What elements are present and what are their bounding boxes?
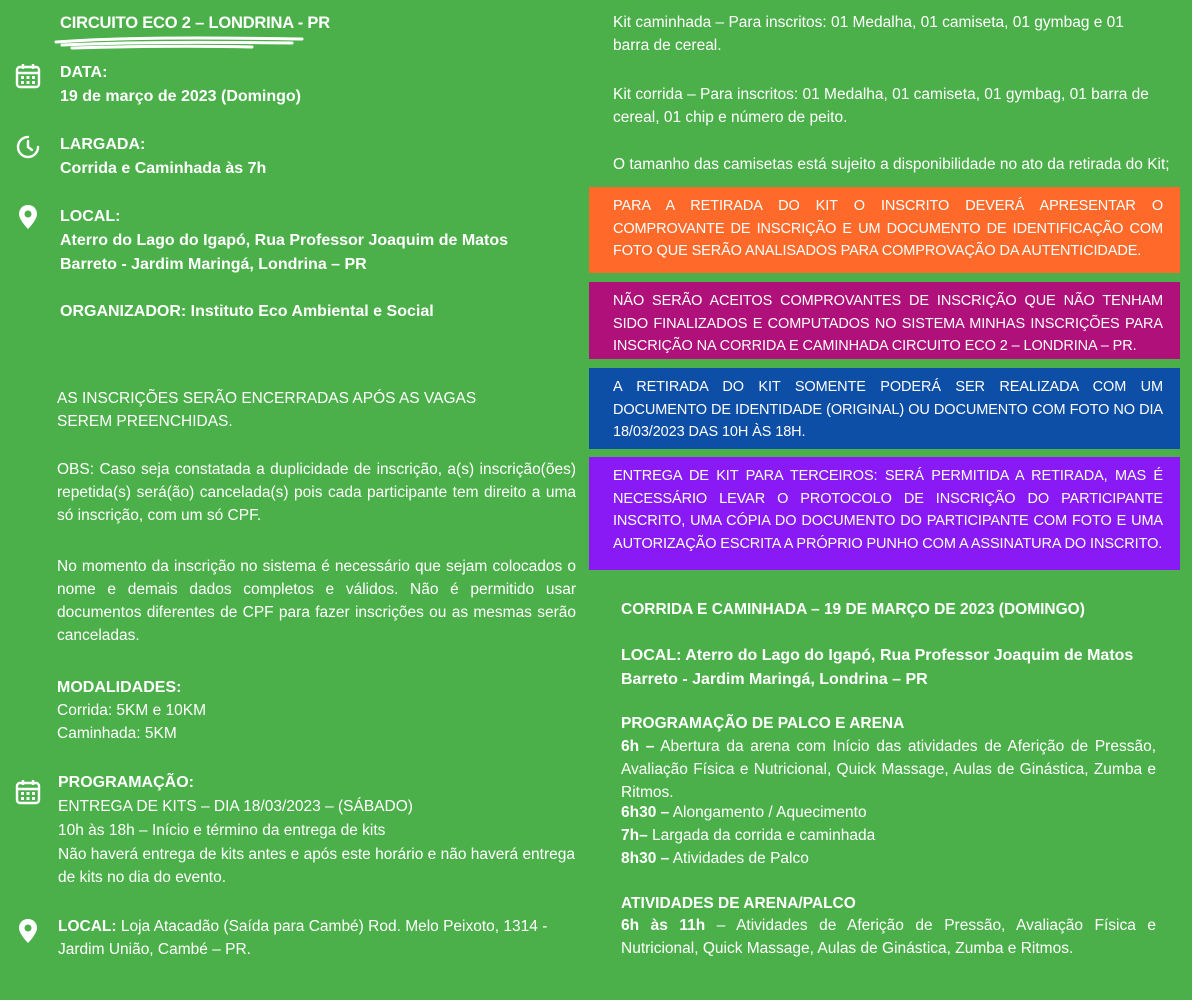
calendar-icon [14,778,42,806]
schedule-text: Atividades de Palco [669,850,809,867]
notice-box-orange: PARA A RETIRADA DO KIT O INSCRITO DEVERÁ APRESENTAR O COMPROVANTE DE INSCRIÇÃO E UM DOCUMENTO DE IDENTIFICAÇÃO COM FOTO QUE SERÃO ANALISADOS PARA COMPROVAÇÃO DA AUTENTICIDADE. [589,187,1180,273]
stage-heading: PROGRAMAÇÃO DE PALCO E ARENA [621,715,905,732]
notice-box-purple: ENTREGA DE KIT PARA TERCEIROS: SERÁ PERMITIDA A RETIRADA, MAS É NECESSÁRIO LEVAR O PROTOCOLO DE INSCRIÇÃO DO PARTICIPANTE INSCRITO, UMA CÓPIA DO DOCUMENTO DO PARTICIPANTE COM FOTO E UMA AUTORIZAÇÃO ESCRITA A PRÓPRIO PUNHO COM A ASSINATURA DO INSCRITO. [589,457,1180,570]
kit-local [58,915,568,961]
schedule-item [621,801,867,824]
notice-box-blue: A RETIRADA DO KIT SOMENTE PODERÁ SER REALIZADA COM UM DOCUMENTO DE IDENTIDADE (ORIGINAL) OU DOCUMENTO COM FOTO NO DIA 18/03/2023 DAS 10H ÀS 18H. [589,368,1180,449]
local-label: LOCAL: [60,208,121,225]
kit-local-value: Loja Atacadão (Saída para Cambé) Rod. Melo Peixoto, 1314 - Jardim União, Cambé – PR. [58,918,548,958]
kit-local-label: LOCAL: [58,918,117,935]
schedule-text: Largada da corrida e caminhada [647,827,876,844]
arena-item [621,914,1156,960]
registration-note: No momento da inscrição no sistema é necessário que sejam colocados o nome e demais dados completos e válidos. Não é permitido usar documentos diferentes de CPF para fazer inscrições ou as mesmas serão canceladas. [57,558,576,644]
obs-note: OBS: Caso seja constatada a duplicidade de inscrição, a(s) inscrição(ões) repetida(s) será(ão) cancelada(s) pois cada participante tem direito a uma só inscrição, com um só CPF. [57,461,576,524]
organizer: ORGANIZADOR: Instituto Eco Ambiental e Social [60,303,434,320]
race-heading: CORRIDA E CAMINHADA – 19 DE MARÇO DE 2023 (DOMINGO) [621,601,1085,618]
modality-walk: Caminhada: 5KM [57,725,177,742]
kit-walk-note: Kit caminhada – Para inscritos: 01 Medalha, 01 camiseta, 01 gymbag e 01 barra de cereal. [613,14,1124,54]
program-line3: Não haverá entrega de kits antes e após este horário e não haverá entrega de kits no dia do evento. [58,846,576,886]
date-value: 19 de março de 2023 (Domingo) [60,88,301,105]
map-pin-icon [14,917,42,945]
date-label: DATA: [60,64,108,81]
arena-time: 6h às 11h [621,917,706,934]
program-line1: ENTREGA DE KITS – DIA 18/03/2023 – (SÁBADO) [58,798,413,815]
arena-heading: ATIVIDADES DE ARENA/PALCO [621,895,856,912]
local-line2: Barreto - Jardim Maringá, Londrina – PR [60,256,367,273]
schedule-item [621,824,875,847]
race-local: LOCAL: Aterro do Lago do Igapó, Rua Professor Joaquim de Matos Barreto - Jardim Maringá, Londrina – PR [621,647,1134,688]
schedule-time: 8h30 – [621,850,670,867]
notice-box-magenta: NÃO SERÃO ACEITOS COMPROVANTES DE INSCRIÇÃO QUE NÃO TENHAM SIDO FINALIZADOS E COMPUTADOS NO SISTEMA MINHAS INSCRIÇÕES PARA INSCRIÇÃO NA CORRIDA E CAMINHADA CIRCUITO ECO 2 – LONDRINA – PR. [589,282,1180,359]
schedule-time: 6h30 – [621,804,670,821]
clock-icon [14,133,42,161]
local-line1: Aterro do Lago do Igapó, Rua Professor Joaquim de Matos [60,232,509,249]
modalities-label: MODALIDADES: [57,679,182,696]
kit-run-note: Kit corrida – Para inscritos: 01 Medalha, 01 camiseta, 01 gymbag, 01 barra de cereal, 01 chip e número de peito. [613,86,1149,126]
event-title: CIRCUITO ECO 2 – LONDRINA - PR [60,14,330,32]
schedule-item [621,847,809,870]
registration-close-note: AS INSCRIÇÕES SERÃO ENCERRADAS APÓS AS VAGAS SEREM PREENCHIDAS. [57,390,477,430]
program-line2: 10h às 18h – Início e término da entrega de kits [58,822,386,839]
schedule-text: Abertura da arena com Início das atividades de Aferição de Pressão, Avaliação Física e Nutricional, Quick Massage, Aulas de Ginástica, Zumba e Ritmos. [621,738,1157,801]
schedule-time: 6h – [621,738,655,755]
start-label: LARGADA: [60,136,146,153]
map-pin-icon [14,203,42,231]
modality-run: Corrida: 5KM e 10KM [57,702,207,719]
arena-text: – Atividades de Aferição de Pressão, Avaliação Física e Nutricional, Quick Massage, Aulas de Ginástica, Zumba e Ritmos. [621,917,1156,957]
schedule-time: 7h– [621,827,648,844]
start-value: Corrida e Caminhada às 7h [60,160,267,177]
shirt-note: O tamanho das camisetas está sujeito a disponibilidade no ato da retirada do Kit; [613,156,1170,173]
program-label: PROGRAMAÇÃO: [58,774,194,791]
schedule-text: Alongamento / Aquecimento [669,804,867,821]
calendar-icon [14,62,42,90]
schedule-item [621,735,1156,804]
brush-underline [52,34,307,52]
